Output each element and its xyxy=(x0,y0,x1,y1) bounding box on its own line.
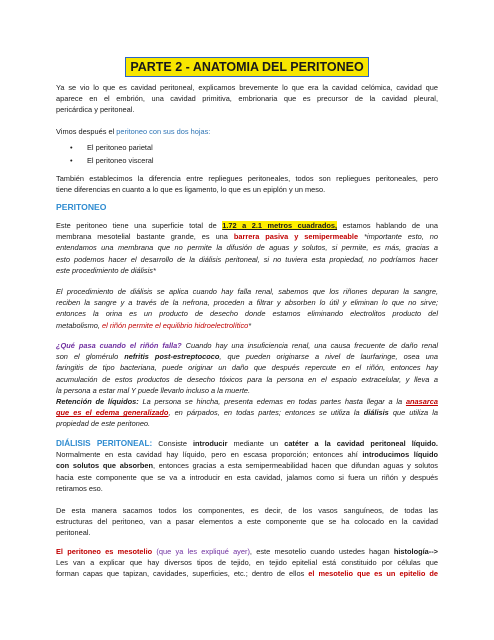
bold-text: nefritis post-estreptococo xyxy=(124,352,220,362)
red-bold-text: que es el edema generalizado xyxy=(56,408,169,418)
mesotelio-paragraph xyxy=(56,546,438,580)
text-run: mediante un xyxy=(227,439,285,448)
text-line: pericárdica y peritoneal. xyxy=(56,105,135,115)
text-line: De esta manera sacamos todos los componentes, es decir, de los vasos sanguíneos, de todas las xyxy=(56,506,438,515)
red-bold-text: barrera pasiva y semipermeable xyxy=(233,232,359,242)
text-line xyxy=(56,460,438,471)
text-line xyxy=(56,126,438,137)
text-line: esto podemos hacer el desarrollo de la diálisis peritoneal, si no tuviera esta propiedad, no podríamos hacer xyxy=(56,254,438,264)
vimos-paragraph xyxy=(56,126,438,137)
text-line: propiedad de este peritoneo. xyxy=(56,419,151,429)
bullet-item-visceral: El peritoneo visceral xyxy=(87,156,154,165)
bold-text: introducir xyxy=(192,439,228,448)
page-title: PARTE 2 - ANATOMIA DEL PERITONEO xyxy=(125,57,368,77)
text-line: También establecimos la diferencia entre repliegues peritoneales, todos son repliegues peritoneales, pero xyxy=(56,174,438,183)
intro-paragraph xyxy=(56,82,438,116)
text-line xyxy=(56,438,438,449)
text-line: aparece en el embrión, una cavidad primitiva, embrionaria que es precursor de la cavidad pleural, xyxy=(56,94,438,104)
text-run: , este mesotelio cuando ustedes hagan xyxy=(249,547,394,556)
text-line xyxy=(56,396,438,407)
procedimiento-paragraph xyxy=(56,286,438,331)
bullet-item-parietal: El peritoneo parietal xyxy=(87,143,153,152)
bold-text: con solutos que absorben xyxy=(56,461,153,471)
text-line: hacia este componente que se va a introducir en esta cavidad, jalamos como si fuera un riñón y después xyxy=(56,472,438,482)
text-run: Vimos después el xyxy=(56,127,117,136)
highlighted-text: 1.72 a 2.1 metros cuadrados, xyxy=(222,221,338,230)
text-line: Les van a explicar que hay diversos tipos de tejido, en tejido epitelial está constituido por células que xyxy=(56,558,438,568)
text-line xyxy=(56,340,438,351)
title-container xyxy=(56,57,438,77)
text-run: , en párpados, en todas partes; entonces se utiliza la xyxy=(168,408,364,418)
text-run: * xyxy=(248,320,252,330)
bold-text: Retención de líquidos: xyxy=(56,397,139,407)
red-bold-text: anasarca xyxy=(405,397,438,407)
text-line xyxy=(56,231,438,242)
text-run: Normalmente en esta cavidad hay líquido, pero en escasa proporción; entonces ahí xyxy=(56,450,363,460)
repliegues-paragraph xyxy=(56,173,438,195)
text-run: son el glomérulo xyxy=(56,352,125,362)
text-line xyxy=(56,220,438,231)
superficie-paragraph xyxy=(56,220,438,276)
bold-text: histología--> xyxy=(393,547,438,556)
text-line: la persona a estar mal Y puede llevarlo incluso a la muerte. xyxy=(56,385,251,395)
dialisis-paragraph xyxy=(56,438,438,494)
text-line xyxy=(56,351,438,362)
text-run: Este peritoneo tiene una superficie total de xyxy=(56,221,223,230)
text-line xyxy=(56,320,438,331)
text-run: estamos hablando de una xyxy=(337,221,438,230)
bold-text: introducimos líquido xyxy=(362,450,438,460)
text-line: Ya se vio lo que es cavidad peritoneal, explicamos brevemente lo que era la cavidad celómica, cavidad que xyxy=(56,83,438,92)
text-line: entendamos una membrana que no permite la difusión de aguas y solutos, si permite, es más, gracias a xyxy=(56,243,438,253)
text-run: , que pueden originarse a nivel de laurfaringe, osea una xyxy=(219,352,438,362)
text-line: estructuras del peritoneo, van a pasar elementos a este componente que se ha colocado en la cavidad xyxy=(56,517,438,527)
text-run: , entonces gracias a esta semipermeabilidad hacen que difundan aguas y solutos xyxy=(153,461,438,471)
text-run: forman capas que tapizan, cavidades, superficies, etc.; dentro de ellos xyxy=(56,569,309,579)
text-line: acumulación de estos productos de desecho tóxicos para la persona en el espacio extracelular, y lleva a xyxy=(56,374,438,384)
text-run: La persona se hincha, presenta edemas en todas partes hasta llegar a la xyxy=(138,397,406,407)
text-line xyxy=(56,546,438,557)
text-line: este procedimiento de diálisis* xyxy=(56,265,156,275)
text-run: que utiliza la xyxy=(388,408,438,418)
bullet-icon: • xyxy=(70,156,73,165)
text-line: peritoneal. xyxy=(56,528,91,538)
bullet-icon: • xyxy=(70,143,73,152)
text-line xyxy=(56,449,438,460)
esta-manera-paragraph xyxy=(56,505,438,539)
bold-text: catéter a la cavidad peritoneal líquido. xyxy=(284,439,438,448)
highlight-blue-text: peritoneo con sus dos hojas: xyxy=(116,127,211,136)
text-run: membrana mesotelial bastante grande, es una xyxy=(56,232,234,242)
italic-text: *importante esto, no xyxy=(358,232,438,242)
question-text: ¿Qué pasa cuando el riñón falla? xyxy=(56,341,182,350)
falla-paragraph xyxy=(56,340,438,430)
text-run: metabolismo, xyxy=(56,320,103,330)
magenta-text: (que ya les expliqué ayer) xyxy=(152,547,250,556)
red-bold-text: el mesotelio que es un epitelio de xyxy=(308,569,438,579)
text-run: Cuando hay una insuficiencia renal, una causa frecuente de daño renal xyxy=(181,341,438,350)
peritoneo-heading-block xyxy=(56,202,438,213)
text-line: faringitis de tipo bacteriana, puede originar un daño que después repercute en el riñón, entonces hay xyxy=(56,363,438,373)
red-bold-text: El peritoneo es mesotelio xyxy=(56,547,153,556)
text-run: Consiste xyxy=(152,439,193,448)
text-line: reciben la sangre y a través de la nefrona, proceden a filtrar y absorben lo útil y eliminan lo que no sirve; xyxy=(56,298,438,308)
red-text: el riñón permite el equilibrio hidroelectrolítico xyxy=(102,320,249,330)
text-line: retiramos eso. xyxy=(56,483,103,493)
text-line xyxy=(56,568,438,579)
text-line xyxy=(56,407,438,418)
text-line: El procedimiento de diálisis se aplica cuando hay falla renal, sabemos que los riñones depuran la sangre, xyxy=(56,287,438,296)
text-line: tiene diferencias en cuanto a lo que es ligamento, lo que es un epiplón y un meso. xyxy=(56,185,326,195)
section-heading: PERITONEO xyxy=(56,202,107,212)
section-heading: DIÁLISIS PERITONEAL: xyxy=(56,439,153,448)
text-line: entonces la orina es un producto de desecho donde estamos eliminando electrolitos producto del xyxy=(56,309,438,319)
bold-text: diálisis xyxy=(363,408,389,418)
